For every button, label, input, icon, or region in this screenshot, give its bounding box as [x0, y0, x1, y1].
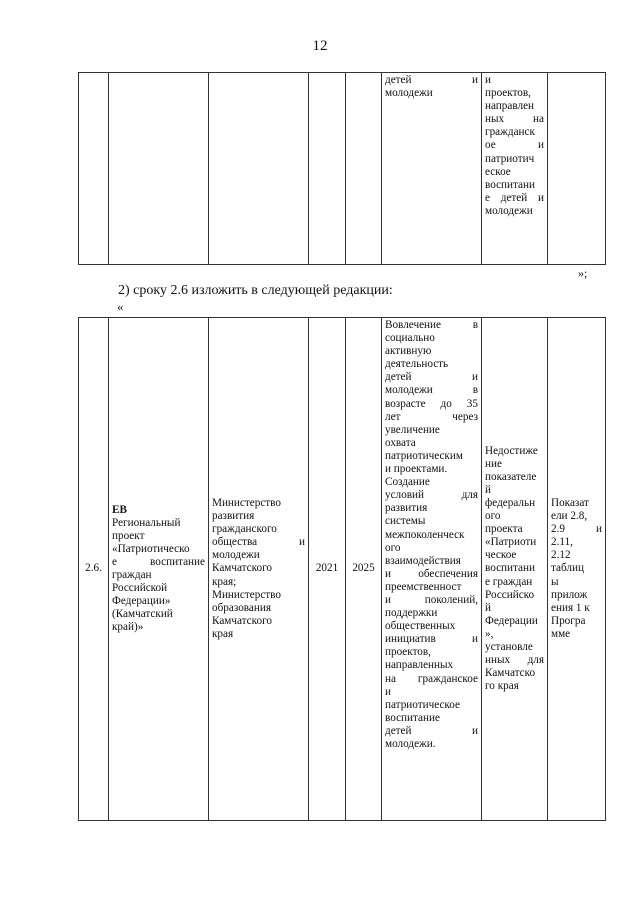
text-line: патриотическое	[385, 698, 460, 711]
text-line: Федерации»	[112, 595, 171, 608]
text-line: го края	[485, 680, 519, 693]
text-line: детей и	[385, 724, 478, 737]
table-row	[79, 73, 606, 265]
instruction-text: 2) сроку 2.6 изложить в следующей редакции:	[118, 283, 393, 298]
text-line: еское	[485, 165, 511, 178]
text-line: й	[485, 483, 491, 496]
number-cell	[79, 73, 109, 265]
end-year-cell: 2025	[346, 318, 382, 821]
text-line: «Патриотическо	[112, 542, 190, 555]
text-line: края	[212, 627, 234, 640]
text-line: и	[485, 74, 491, 86]
goal-cell	[382, 73, 482, 265]
text-line: патриотическим	[385, 449, 463, 462]
text-line: Показат	[551, 496, 589, 509]
text-line: проект	[112, 529, 145, 542]
project-name-cell	[109, 318, 209, 821]
risk-cell	[482, 318, 548, 821]
text-line: преемственност	[385, 580, 462, 593]
continuation-table	[78, 72, 606, 265]
text-line: таблиц	[551, 562, 584, 575]
text-line: развития	[212, 510, 255, 523]
risk-cell	[482, 73, 548, 265]
text-line: показателе	[485, 470, 537, 483]
text-line: ого	[385, 541, 401, 554]
text-line: и обеспечения	[385, 567, 478, 580]
text-line: возрасте до 35	[385, 397, 478, 410]
text-line: условий для	[385, 489, 478, 502]
text-line: увеличение	[385, 423, 440, 436]
text-line: Создание	[385, 476, 430, 489]
text-line: лет через	[385, 410, 478, 423]
text-line: молодежи	[212, 549, 260, 562]
table-row	[79, 318, 606, 821]
indicator-cell	[548, 318, 606, 821]
text-line: молодежи в	[385, 384, 478, 397]
text-line: Федерации	[485, 614, 538, 627]
text-line: ных на	[485, 113, 544, 126]
text-line: молодежи	[385, 87, 433, 100]
end-year-cell	[346, 73, 382, 265]
text-line: развития	[385, 502, 428, 515]
text-line: е детей и	[485, 191, 544, 204]
text-line: ое и	[485, 139, 544, 152]
text-line: е граждан	[485, 575, 533, 588]
text-line: проекта	[485, 523, 523, 536]
text-line: прилож	[551, 588, 588, 601]
closing-quote: »;	[578, 266, 588, 280]
text-line: е воспитание	[112, 555, 205, 568]
text-line: й	[485, 601, 491, 614]
text-line: Камчатского	[212, 614, 273, 627]
indicator-cell	[548, 73, 606, 265]
text-line: воспитание	[385, 711, 440, 724]
text-line: Российской	[112, 582, 168, 595]
text-line: и	[385, 685, 391, 698]
text-line: ы	[551, 575, 559, 588]
text-line: поддержки	[385, 607, 438, 620]
text-line: направленных	[385, 659, 454, 672]
text-line: проектов,	[485, 87, 531, 100]
text-line: Региональный	[112, 516, 181, 529]
text-line: ели 2.8,	[551, 510, 588, 523]
text-line: ения 1 к	[551, 601, 590, 614]
text-line: Вовлечение в	[385, 319, 478, 331]
text-line: »,	[485, 627, 494, 640]
text-line: взаимодействия	[385, 554, 461, 567]
text-line: гражданского	[212, 523, 277, 536]
text-line: воспитани	[485, 562, 535, 575]
text-line: (Камчатский	[112, 608, 173, 621]
text-line: Недостиже	[485, 444, 538, 457]
page-number: 12	[312, 38, 328, 54]
text-line: на гражданское	[385, 672, 478, 685]
text-line: Министерство	[212, 496, 281, 509]
text-line: гражданск	[485, 126, 535, 139]
text-line: и поколений,	[385, 593, 478, 606]
text-line: края;	[212, 575, 237, 588]
name-cell	[109, 73, 209, 265]
text-line: 2.9 и	[551, 523, 602, 536]
text-line: мме	[551, 627, 571, 640]
text-line: край)»	[112, 621, 144, 634]
opening-quote: «	[117, 299, 124, 314]
text-line: и проектами.	[385, 463, 448, 476]
executor-cell	[209, 73, 309, 265]
text-line: патриотич	[485, 152, 535, 165]
text-line: ческое	[485, 549, 517, 562]
text-line: инициатив и	[385, 633, 478, 646]
text-line: 2.12	[551, 549, 571, 562]
text-line: Програ	[551, 614, 586, 627]
text-line: общества и	[212, 536, 305, 549]
text-line: проектов,	[385, 646, 431, 659]
start-year-cell	[309, 73, 346, 265]
text-line: детей и	[385, 371, 478, 384]
text-line: Камчатско	[485, 667, 536, 680]
text-line: молодежи	[485, 204, 533, 217]
text-line: ЕВ	[112, 503, 127, 516]
text-line: установле	[485, 641, 533, 654]
text-line: «Патриоти	[485, 536, 537, 549]
goal-cell	[382, 318, 482, 821]
row-2-6-table	[78, 317, 606, 821]
text-line: воспитани	[485, 178, 535, 191]
text-line: молодежи.	[385, 738, 436, 750]
text-line: межпоколенческ	[385, 528, 465, 541]
text-line: 2.11,	[551, 536, 573, 549]
text-line: деятельность	[385, 358, 449, 371]
executor-cell	[209, 318, 309, 821]
text-line: Российско	[485, 588, 535, 601]
text-line: федеральн	[485, 496, 536, 509]
row-number: 2.6.	[79, 318, 109, 821]
text-line: социально	[385, 332, 435, 345]
text-line: ого	[485, 510, 501, 523]
text-line: граждан	[112, 569, 152, 581]
text-line: детей и	[385, 74, 478, 86]
text-line: нных для	[485, 654, 544, 667]
text-line: активную	[385, 345, 432, 358]
text-line: образования	[212, 601, 272, 614]
text-line: Министерство	[212, 588, 281, 601]
text-line: направлен	[485, 100, 535, 113]
start-year-cell: 2021	[309, 318, 346, 821]
text-line: системы	[385, 515, 426, 528]
text-line: ние	[485, 457, 502, 470]
text-line: Камчатского	[212, 562, 273, 575]
text-line: охвата	[385, 436, 416, 449]
text-line: общественных	[385, 620, 456, 633]
